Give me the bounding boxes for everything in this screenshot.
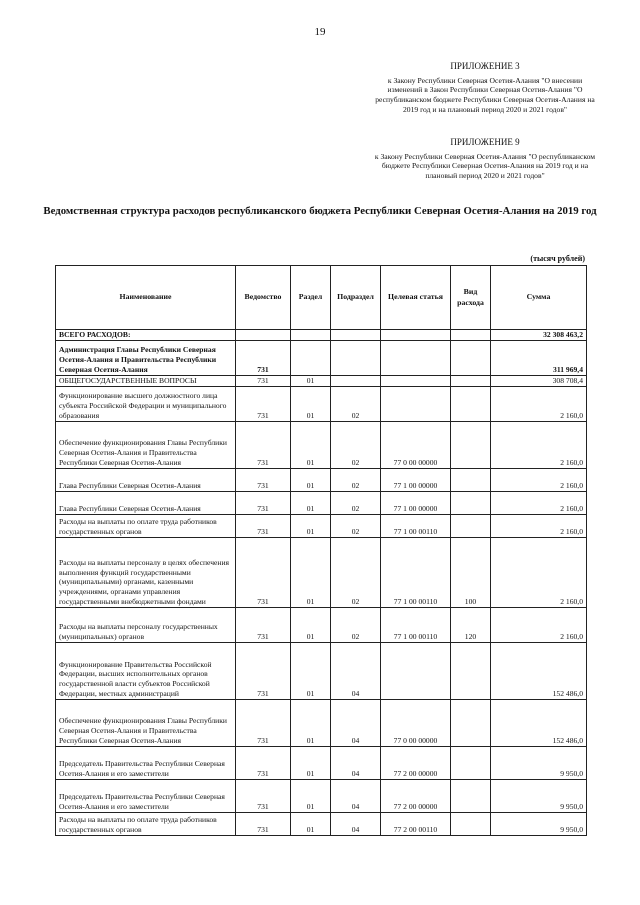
header-amount: Сумма [491, 266, 587, 330]
appendix-9-title: ПРИЛОЖЕНИЕ 9 [450, 137, 520, 147]
total-label: ВСЕГО РАСХОДОВ: [56, 330, 236, 341]
header-name: Наименование [56, 266, 236, 330]
header-exp-type: Вид расхода [451, 266, 491, 330]
expenditure-table [55, 265, 587, 836]
appendix-3-title: ПРИЛОЖЕНИЕ 3 [450, 61, 520, 71]
table-row: Администрация Главы Республики Северная Осетия-Алания и Правительства Республики Северная Осетия-Алания 731 311 969,4 [56, 341, 587, 376]
appendix-3-text: к Закону Республики Северная Осетия-Алания "О внесении изменений в Закон Республики Северная Осетия-Алания "О республиканском бюджете Республики Северная Осетия-Алания на 2019 год и на плановый период 2020 и 2021 годов" [375, 75, 595, 114]
total-row [56, 330, 587, 341]
table-row: ОБЩЕГОСУДАРСТВЕННЫЕ ВОПРОСЫ 731 01 308 708,4 [56, 376, 587, 387]
table-row: Председатель Правительства Республики Северная Осетия-Алания и его заместители 731 01 04 77 2 00 00000 9 950,0 [56, 780, 587, 813]
table-row: Функционирование высшего должностного лица субъекта Российской Федерации и муниципального образования 731 01 02 2 160,0 [56, 387, 587, 422]
table-row: Глава Республики Северная Осетия-Алания 731 01 02 77 1 00 00000 2 160,0 [56, 492, 587, 515]
table-row: Расходы на выплаты по оплате труда работников государственных органов 731 01 04 77 2 00 00110 9 950,0 [56, 813, 587, 836]
table-header-row [56, 266, 587, 330]
appendix-9-text: к Закону Республики Северная Осетия-Алания "О республиканском бюджете Республики Северная Осетия-Алания на 2019 год и на плановый период 2020 и 2021 годов" [374, 151, 596, 180]
header-subsection: Подраздел [331, 266, 381, 330]
total-amount: 32 308 463,2 [491, 330, 587, 341]
page-number: 19 [314, 26, 326, 38]
header-dept: Ведомство [236, 266, 291, 330]
table-row: Глава Республики Северная Осетия-Алания 731 01 02 77 1 00 00000 2 160,0 [56, 469, 587, 492]
table-row: Обеспечение функционирования Главы Республики Северная Осетия-Алания и Правительства Республики Северная Осетия-Алания 731 01 04 77 0 00 00000 152 486,0 [56, 700, 587, 747]
header-target: Целевая статья [381, 266, 451, 330]
table-row: Расходы на выплаты персоналу государственных (муниципальных) органов 731 01 02 77 1 00 00110 120 2 160,0 [56, 608, 587, 643]
header-section: Раздел [291, 266, 331, 330]
document-title: Ведомственная структура расходов республиканского бюджета Республики Северная Осетия-Алания на 2019 год [43, 205, 597, 217]
table-row: Расходы на выплаты персоналу в целях обеспечения выполнения функций государственными (муниципальными) органами, казенными учреждениями, органами управления государственными внебюджетными фондами 731 01 02 77 1 00 00110 100 2 160,0 [56, 538, 587, 608]
table-row: Расходы на выплаты по оплате труда работников государственных органов 731 01 02 77 1 00 00110 2 160,0 [56, 515, 587, 538]
appendix-9-block [370, 137, 600, 181]
units-label: (тысяч рублей) [530, 254, 585, 263]
table-row: Председатель Правительства Республики Северная Осетия-Алания и его заместители 731 01 04 77 2 00 00000 9 950,0 [56, 747, 587, 780]
appendix-3-block [370, 61, 600, 114]
table-row: Функционирование Правительства Российской Федерации, высших исполнительных органов государственной власти субъектов Российской Федерации, местных администраций 731 01 04 152 486,0 [56, 643, 587, 700]
table-row: Обеспечение функционирования Главы Республики Северная Осетия-Алания и Правительства Республики Северная Осетия-Алания 731 01 02 77 0 00 00000 2 160,0 [56, 422, 587, 469]
